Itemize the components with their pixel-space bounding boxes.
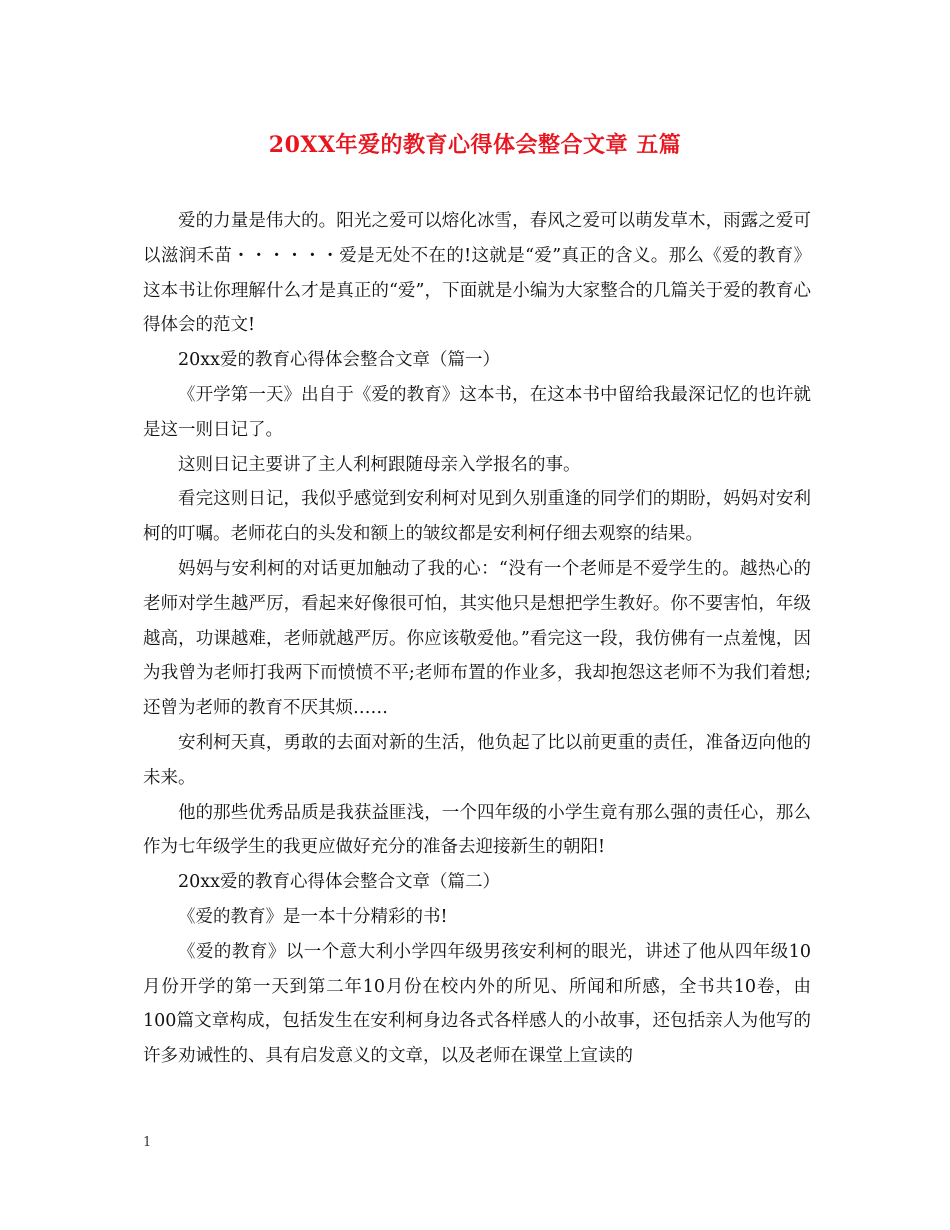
paragraph: 《爱的教育》以一个意大利小学四年级男孩安利柯的眼光，讲述了他从四年级10月份开学的第一天到第二年10月份在校内外的所见、所闻和所感，全书共10卷，由100篇文章构成，包括发生在安利柯身边各式各样感人的小故事，还包括亲人为他写的许多劝诫性的、具有启发意义的文章，以及老师在课堂上宣读的: [143, 941, 811, 1067]
page-number: 1: [143, 1135, 152, 1150]
paragraph: 《开学第一天》出自于《爱的教育》这本书，在这本书中留给我最深记忆的也许就是这一则日记了。: [143, 384, 811, 440]
paragraph: 《爱的教育》是一本十分精彩的书!: [178, 906, 448, 927]
section-heading-2: 20xx爱的教育心得体会整合文章（篇二）: [178, 872, 501, 893]
paragraph: 妈妈与安利柯的对话更加触动了我的心：“没有一个老师是不爱学生的。越热心的老师对学生越严厉，看起来好像很可怕，其实他只是想把学生教好。你不要害怕，年级越高，功课越难，老师就越严厉。你应该敬爱他。”看完这一段，我仿佛有一点羞愧，因为我曾为老师打我两下而愤愤不平;老师布置的作业多，我却抱怨这老师不为我们着想;还曾为老师的教育不厌其烦……: [143, 558, 811, 719]
document-title: 20XX年爱的教育心得体会整合文章 五篇: [268, 132, 682, 158]
document-body: [143, 204, 811, 1074]
paragraph: 看完这则日记，我似乎感觉到安利柯对见到久别重逢的同学们的期盼，妈妈对安利柯的叮嘱。老师花白的头发和额上的皱纹都是安利柯仔细去观察的结果。: [143, 489, 811, 545]
intro-paragraph: 爱的力量是伟大的。阳光之爱可以熔化冰雪，春风之爱可以萌发草木，雨露之爱可以滋润禾苗・・・・・・爱是无处不在的!这就是“爱”真正的含义。那么《爱的教育》这本书让你理解什么才是真正的“爱”，下面就是小编为大家整合的几篇关于爱的教育心得体会的范文!: [143, 211, 811, 336]
paragraph: 这则日记主要讲了主人利柯跟随母亲入学报名的事。: [178, 454, 581, 475]
section-heading-1: 20xx爱的教育心得体会整合文章（篇一）: [178, 350, 501, 371]
paragraph: 他的那些优秀品质是我获益匪浅，一个四年级的小学生竟有那么强的责任心，那么作为七年级学生的我更应做好充分的准备去迎接新生的朝阳!: [143, 802, 811, 858]
paragraph: 安利柯天真，勇敢的去面对新的生活，他负起了比以前更重的责任，准备迈向他的未来。: [143, 732, 811, 788]
